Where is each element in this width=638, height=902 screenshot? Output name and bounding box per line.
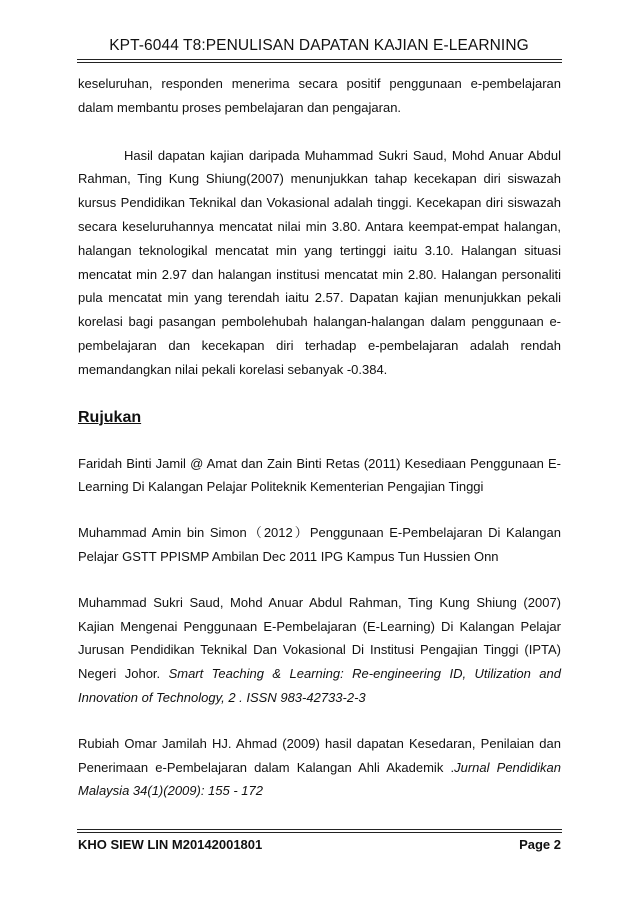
reference-source: Smart Teaching & Learning: Re-engineering ID, Utilization and Innovation of Technology, 2 . ISSN 983-42733-2-3 <box>78 666 561 705</box>
header-divider-secondary <box>77 62 562 63</box>
footer-author: KHO SIEW LIN M20142001801 <box>78 837 263 852</box>
reference-item <box>78 591 561 710</box>
footer-page-number: Page 2 <box>519 837 561 852</box>
reference-item <box>78 732 561 803</box>
footer-divider-secondary <box>77 832 562 833</box>
page-content <box>78 72 561 803</box>
reference-text: Muhammad Sukri Saud, Mohd Anuar Abdul Rahman, Ting Kung Shiung (2007) Kajian Mengenai Penggunaan E-Pembelajaran (E-Learning) Di Kalangan Pelajar Jurusan Pendidikan Teknikal Dan Vokasional Di Institusi Pengajian Tinggi (IPTA) Negeri Johor. <box>78 594 561 682</box>
reference-source: Jurnal Pendidikan Malaysia 34(1)(2009): 155 - 172 <box>78 759 561 799</box>
header-divider <box>77 59 562 60</box>
reference-item <box>78 452 561 500</box>
page-header-title: KPT-6044 T8:PENULISAN DAPATAN KAJIAN E-LEARNING <box>109 37 529 54</box>
reference-text: Rubiah Omar Jamilah HJ. Ahmad (2009) hasil dapatan Kesedaran, Penilaian dan Penerimaan e-Pembelajaran dalam Kalangan Ahli Akademik . <box>78 735 561 775</box>
body-paragraph: keseluruhan, responden menerima secara positif penggunaan e-pembelajaran dalam membantu proses pembelajaran dan pengajaran. <box>78 76 561 115</box>
body-paragraph: Hasil dapatan kajian daripada Muhammad Sukri Saud, Mohd Anuar Abdul Rahman, Ting Kung Shiung(2007) menunjukkan tahap kecekapan diri siswazah kursus Pendidikan Teknikal dan Vokasional adalah tinggi. Kecekapan diri siswazah secara keseluruhannya mencatat nilai min 3.80. Antara keempat-empat halangan, halangan teknologikal mencatat min yang tertinggi iaitu 3.10. Halangan situasi mencatat min 2.97 dan halangan institusi mencatat min 2.80. Halangan personaliti pula mencatat min yang terendah iaitu 2.57. Dapatan kajian menunjukkan pekali korelasi bagi pasangan pembolehubah halangan-halangan dalam penggunaan e-pembelajaran dan kecekapan diri terhadap e-pembelajaran adalah rendah memandangkan nilai pekali korelasi sebanyak -0.384. <box>78 147 561 377</box>
reference-text: Faridah Binti Jamil @ Amat dan Zain Binti Retas (2011) Kesediaan Penggunaan E-Learning Di Kalangan Pelajar Politeknik Kementerian Pengajian Tinggi <box>78 455 561 495</box>
reference-text: Muhammad Amin bin Simon（2012）Penggunaan E-Pembelajaran Di Kalangan Pelajar GSTT PPISMP Ambilan Dec 2011 IPG Kampus Tun Hussien Onn <box>78 525 561 564</box>
references-heading: Rujukan <box>78 408 142 426</box>
reference-item <box>78 521 561 569</box>
footer-divider <box>77 829 562 830</box>
